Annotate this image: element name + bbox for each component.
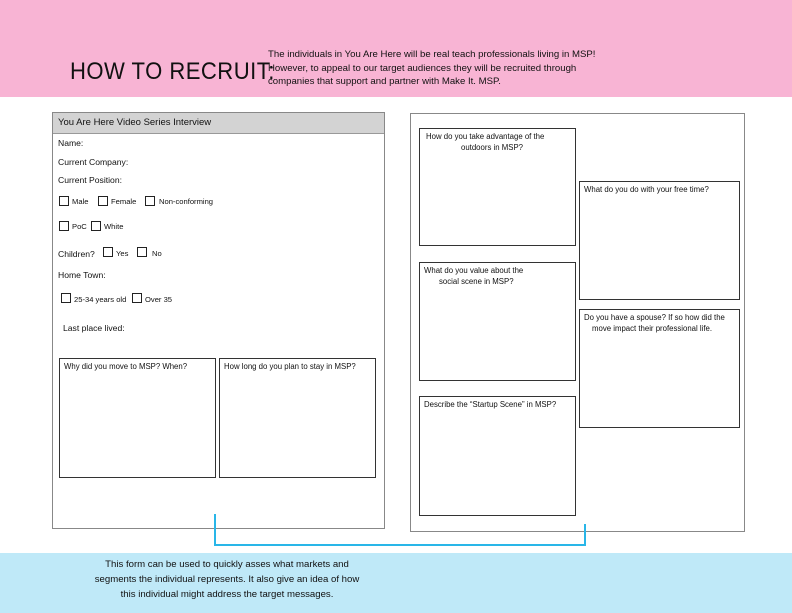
non-conforming-checkbox[interactable] xyxy=(145,196,155,206)
caption-line: this individual might address the target messages. xyxy=(120,589,334,600)
free-time-question: What do you do with your free time? xyxy=(584,185,709,194)
poc-label: PoC xyxy=(72,222,87,231)
age-over-35-checkbox[interactable] xyxy=(132,293,142,303)
social-question-line: social scene in MSP? xyxy=(439,276,514,286)
outdoors-question-line: outdoors in MSP? xyxy=(461,142,523,152)
children-no-label: No xyxy=(152,249,162,258)
form-heading: You Are Here Video Series Interview xyxy=(53,113,384,134)
caption-line: segments the individual represents. It also give an idea of how xyxy=(94,574,360,585)
female-checkbox[interactable] xyxy=(98,196,108,206)
bracket-left-arm xyxy=(214,514,216,546)
company-label: Current Company: xyxy=(58,157,129,167)
why-move-question: Why did you move to MSP? When? xyxy=(64,362,188,371)
interview-form xyxy=(52,112,385,529)
social-answer-box[interactable] xyxy=(419,262,576,381)
bracket-bar xyxy=(214,544,586,546)
name-label: Name: xyxy=(58,138,84,148)
hometown-label: Home Town: xyxy=(58,270,106,280)
age-over-35-label: Over 35 xyxy=(145,295,173,304)
last-place-label: Last place lived: xyxy=(63,323,125,333)
male-label: Male xyxy=(72,197,89,206)
how-long-answer-box[interactable] xyxy=(219,358,376,478)
outdoors-answer-box[interactable] xyxy=(419,128,576,246)
position-label: Current Position: xyxy=(58,175,123,185)
bracket-right-arm xyxy=(584,524,586,546)
female-label: Female xyxy=(111,197,137,206)
age-25-34-checkbox[interactable] xyxy=(61,293,71,303)
why-move-answer-box[interactable] xyxy=(59,358,216,478)
intro-text xyxy=(268,48,648,89)
social-question-line: What do you value about the xyxy=(424,266,524,275)
intro-line: companies that support and partner with Make It. MSP. xyxy=(268,76,501,87)
children-label: Children? xyxy=(58,249,95,259)
children-no-checkbox[interactable] xyxy=(137,247,147,257)
page-title: HOW TO RECRUIT: xyxy=(70,58,275,85)
non-conforming-label: Non-conforming xyxy=(159,197,214,206)
poc-checkbox[interactable] xyxy=(59,221,69,231)
male-checkbox[interactable] xyxy=(59,196,69,206)
startup-answer-box[interactable] xyxy=(419,396,576,516)
spouse-question-line: move impact their professional life. xyxy=(592,323,713,333)
footer-caption xyxy=(82,557,372,602)
white-label: White xyxy=(104,222,124,231)
age-25-34-label: 25-34 years old xyxy=(74,295,127,304)
intro-line: The individuals in You Are Here will be real teach professionals living in MSP! xyxy=(268,49,596,60)
spouse-question-line: Do you have a spouse? If so how did the xyxy=(584,313,725,322)
children-yes-checkbox[interactable] xyxy=(103,247,113,257)
intro-line: However, to appeal to our target audiences they will be recruited through xyxy=(268,62,577,74)
children-yes-label: Yes xyxy=(116,249,129,258)
spouse-answer-box[interactable] xyxy=(579,309,740,428)
free-time-answer-box[interactable] xyxy=(579,181,740,300)
caption-line: This form can be used to quickly asses what markets and xyxy=(105,559,349,570)
questions-form xyxy=(410,113,745,532)
white-checkbox[interactable] xyxy=(91,221,101,231)
how-long-question: How long do you plan to stay in MSP? xyxy=(224,362,356,371)
outdoors-question-line: How do you take advantage of the xyxy=(426,132,545,141)
startup-question: Describe the “Startup Scene” in MSP? xyxy=(424,400,557,409)
